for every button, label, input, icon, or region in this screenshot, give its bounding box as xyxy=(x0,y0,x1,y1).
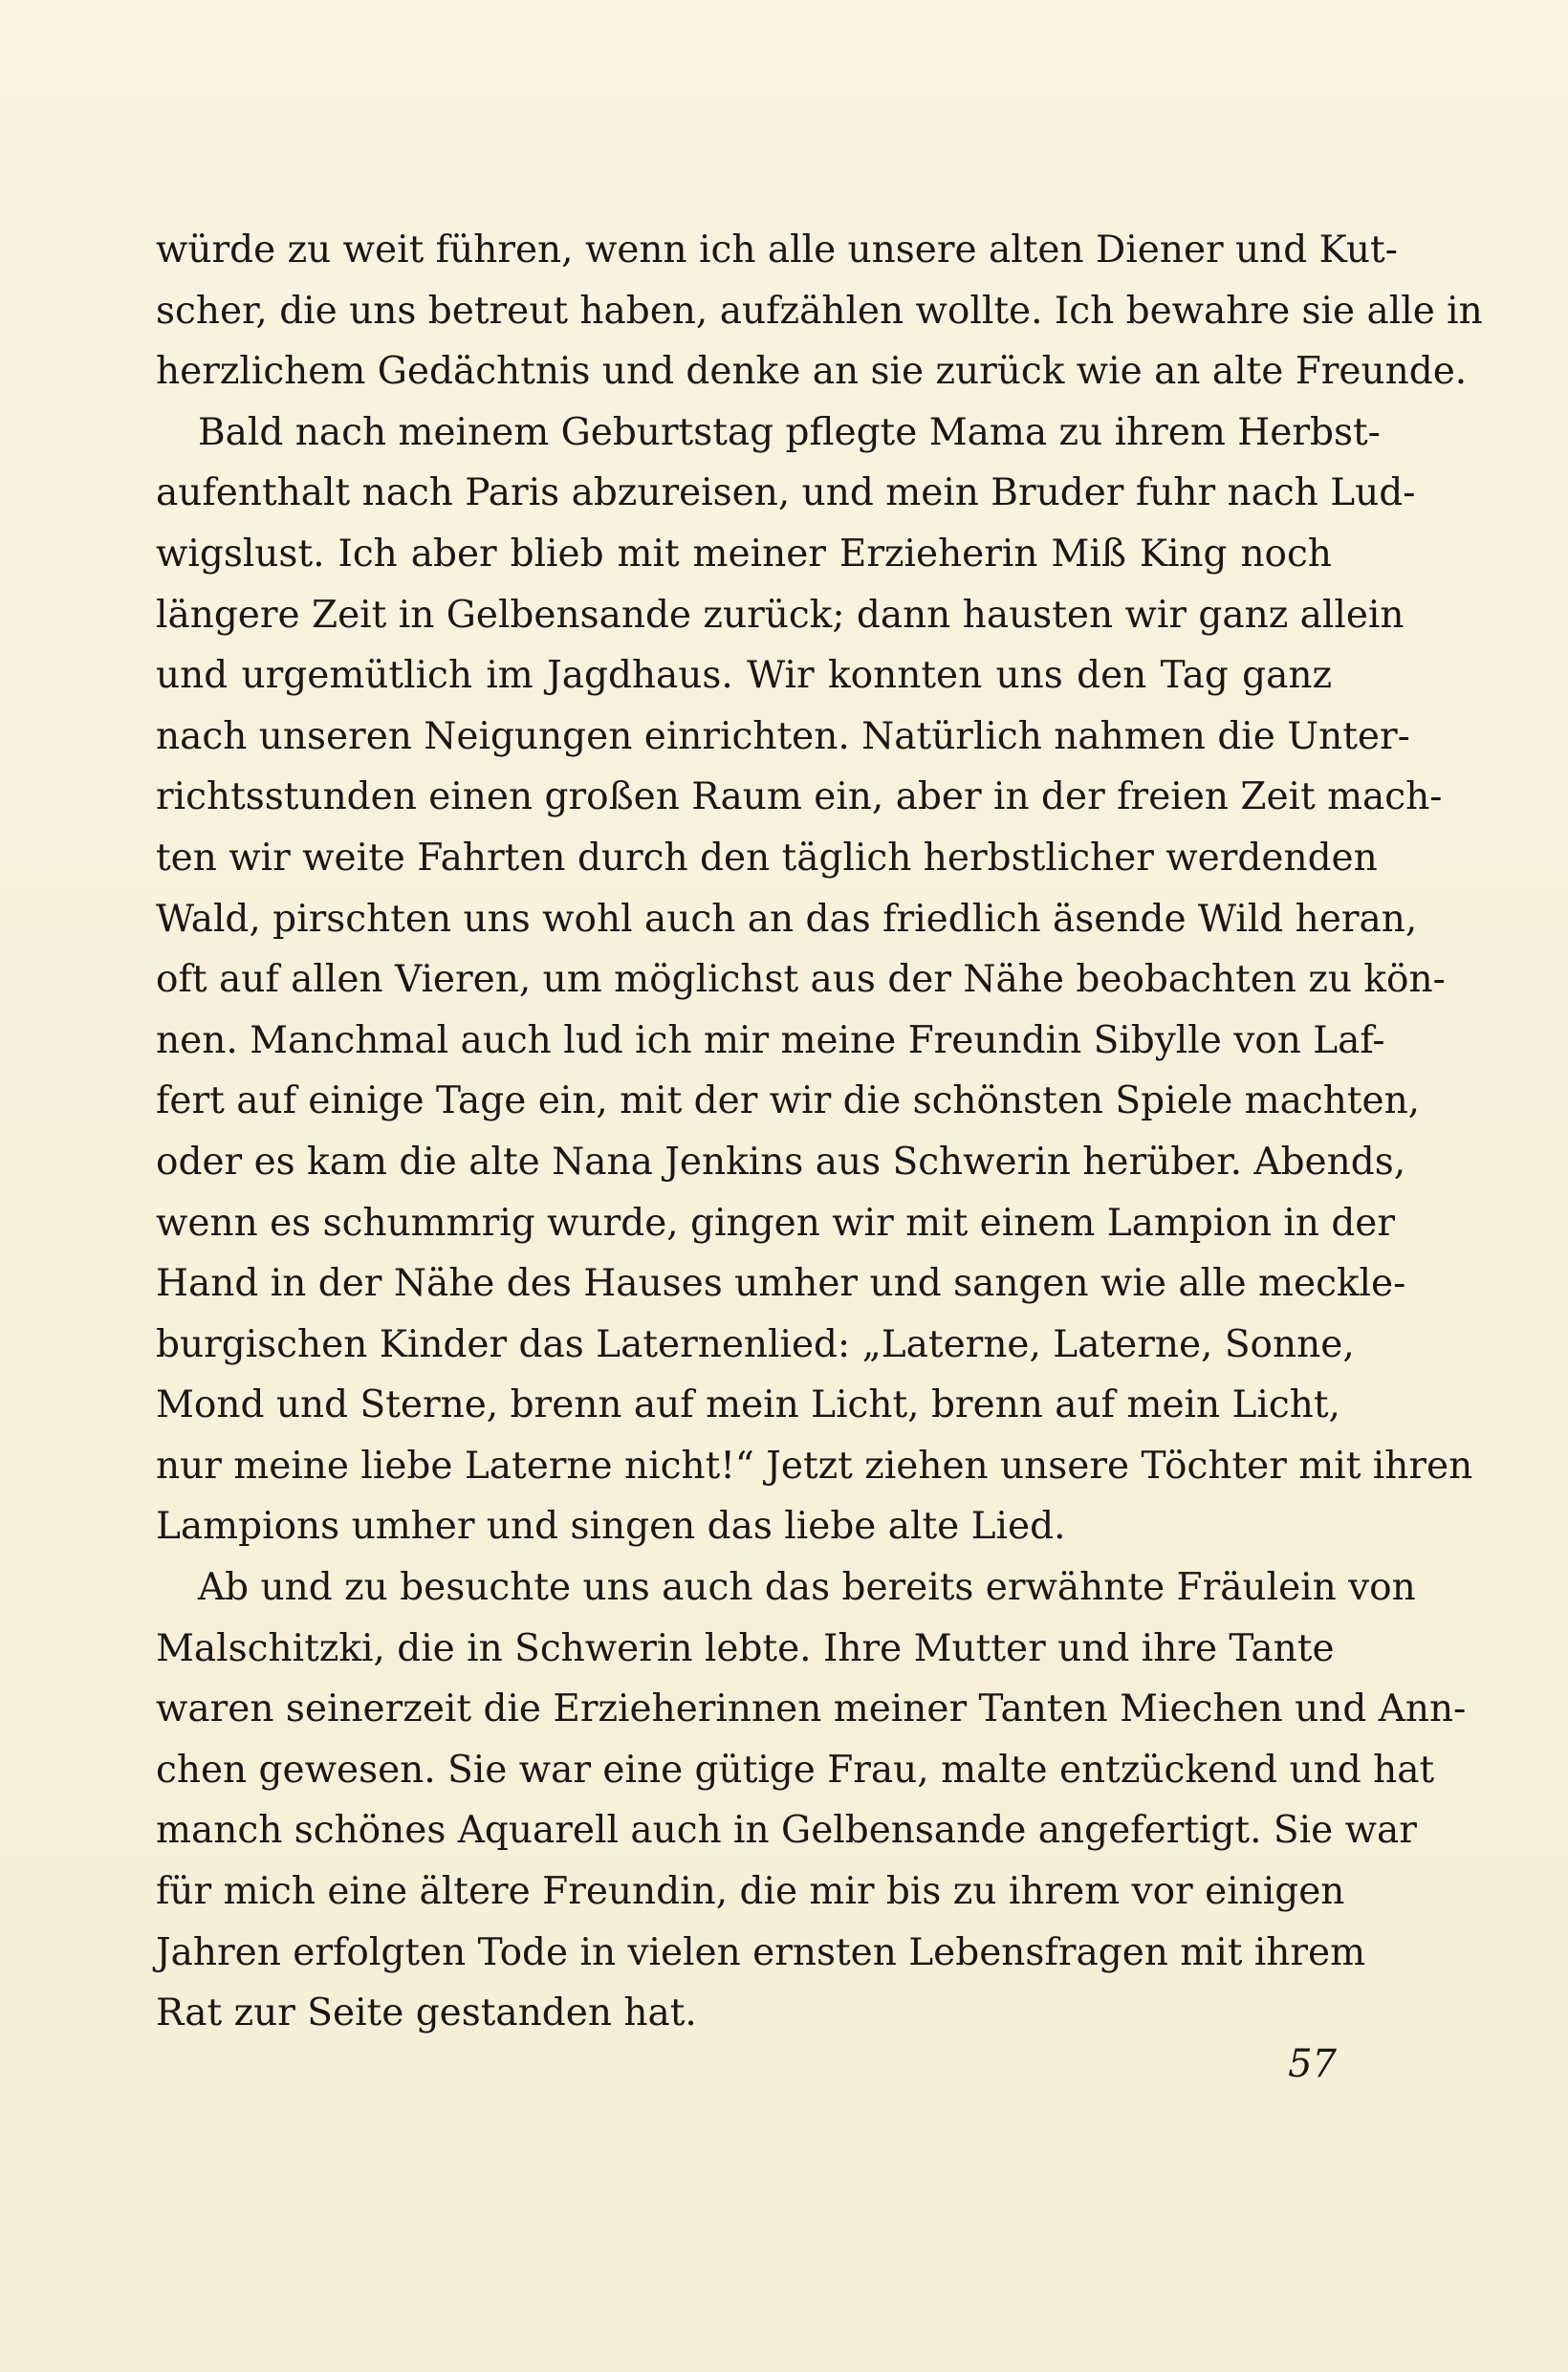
text-line: Rat zur Seite gestanden hat. xyxy=(156,1991,697,2035)
text-line: oft auf allen Vieren, um möglichst aus der Nähe beobachten zu kön- xyxy=(156,958,1446,1002)
text-line: Wald, pirschten uns wohl auch an das friedlich äsende Wild heran, xyxy=(156,897,1418,941)
text-line: herzlichem Gedächtnis und denke an sie zurück wie an alte Freunde. xyxy=(156,350,1468,394)
text-line: oder es kam die alte Nana Jenkins aus Schwerin herüber. Abends, xyxy=(156,1140,1406,1184)
body-text xyxy=(156,220,1483,2044)
text-line: waren seinerzeit die Erzieherinnen meiner Tanten Miechen und Ann- xyxy=(156,1687,1467,1731)
paragraph-3 xyxy=(156,1557,1467,2044)
text-line: manch schönes Aquarell auch in Gelbensande angefertigt. Sie war xyxy=(156,1809,1417,1853)
text-line: ten wir weite Fahrten durch den täglich herbstlicher werdenden xyxy=(156,836,1378,880)
text-line: und urgemütlich im Jagdhaus. Wir konnten uns den Tag ganz xyxy=(156,654,1332,698)
text-line: fert auf einige Tage ein, mit der wir die schönsten Spiele machten, xyxy=(156,1079,1421,1123)
text-line: nen. Manchmal auch lud ich mir meine Freundin Sibylle von Laf- xyxy=(156,1018,1385,1062)
text-line: längere Zeit in Gelbensande zurück; dann hausten wir ganz allein xyxy=(156,593,1405,637)
text-line: nur meine liebe Laterne nicht!“ Jetzt ziehen unsere Töchter mit ihren xyxy=(156,1444,1473,1488)
text-line: aufenthalt nach Paris abzureisen, und mein Bruder fuhr nach Lud- xyxy=(156,471,1416,515)
paragraph-2 xyxy=(156,403,1473,1557)
text-line: wigslust. Ich aber blieb mit meiner Erzieherin Miß King noch xyxy=(156,532,1332,576)
text-line: Bald nach meinem Geburtstag pflegte Mama zu ihrem Herbst- xyxy=(198,410,1381,454)
paragraph-1 xyxy=(156,220,1483,403)
text-line: für mich eine ältere Freundin, die mir bis zu ihrem vor einigen xyxy=(156,1870,1345,1914)
text-line: Malschitzki, die in Schwerin lebte. Ihre Mutter und ihre Tante xyxy=(156,1626,1335,1670)
page-number: 57 xyxy=(1288,2042,1337,2086)
text-line: wenn es schummrig wurde, gingen wir mit einem Lampion in der xyxy=(156,1201,1396,1245)
text-line: Ab und zu besuchte uns auch das bereits erwähnte Fräulein von xyxy=(198,1566,1416,1610)
text-line: würde zu weit führen, wenn ich alle unsere alten Diener und Kut- xyxy=(156,228,1398,272)
text-line: Hand in der Nähe des Hauses umher und sangen wie alle meckle- xyxy=(156,1262,1406,1306)
text-line: burgischen Kinder das Laternenlied: „Laterne, Laterne, Sonne, xyxy=(156,1322,1355,1366)
text-line: nach unseren Neigungen einrichten. Natürlich nahmen die Unter- xyxy=(156,714,1410,758)
text-line: chen gewesen. Sie war eine gütige Frau, malte entzückend und hat xyxy=(156,1748,1435,1792)
text-line: richtsstunden einen großen Raum ein, aber in der freien Zeit mach- xyxy=(156,775,1443,819)
text-line: Mond und Sterne, brenn auf mein Licht, brenn auf mein Licht, xyxy=(156,1383,1340,1427)
text-line: scher, die uns betreut haben, aufzählen wollte. Ich bewahre sie alle in xyxy=(156,289,1483,333)
text-line: Lampions umher und singen das liebe alte Lied. xyxy=(156,1505,1066,1549)
text-line: Jahren erfolgten Tode in vielen ernsten Lebensfragen mit ihrem xyxy=(156,1930,1366,1974)
